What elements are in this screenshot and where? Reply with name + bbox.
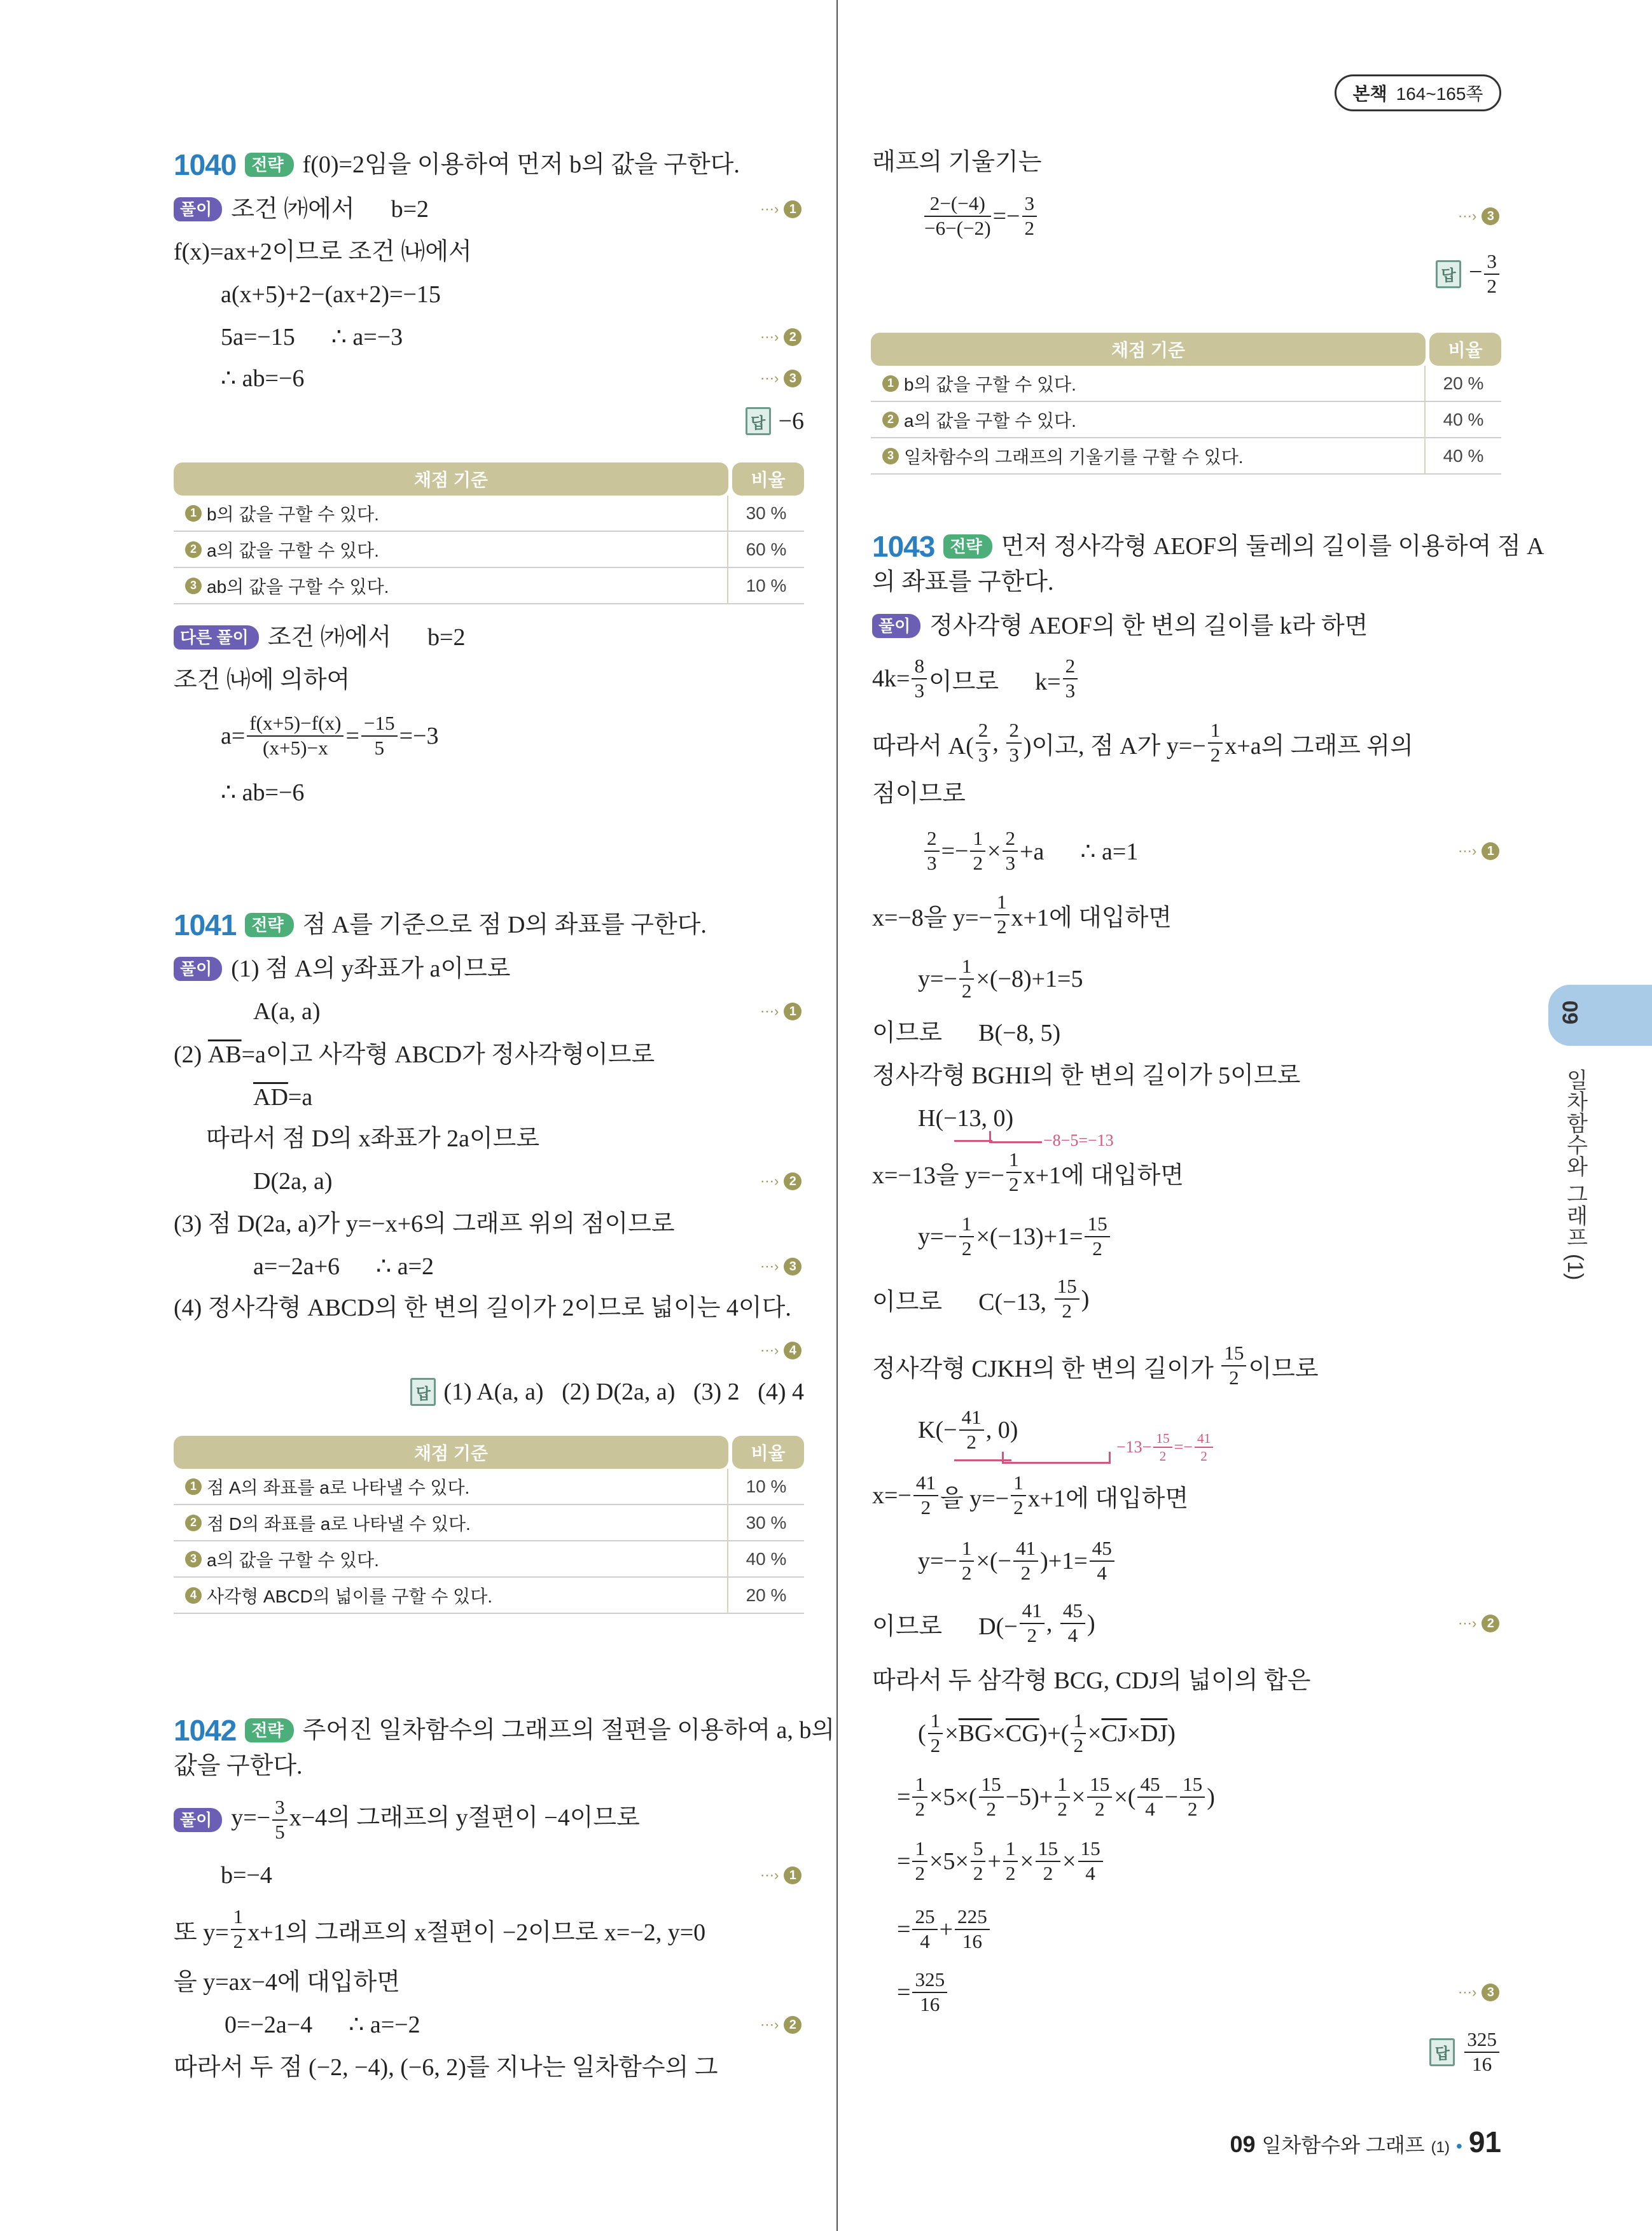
fraction: $\frac{325}{16}$: [1464, 2029, 1499, 2075]
table-row: [871, 438, 1501, 475]
arrow-icon: ⋯›: [760, 201, 779, 217]
step-number: 2: [784, 328, 802, 346]
fraction: 2 3: [1063, 656, 1078, 701]
arrow-icon: ⋯›: [760, 1258, 779, 1274]
step-number: 3: [1482, 207, 1499, 225]
solution-line: 4k= 8 3 이므로 k= 2 3: [872, 647, 1079, 711]
arrow-icon: ⋯›: [760, 2017, 779, 2033]
fraction: 225 16: [955, 1907, 990, 1952]
solution-line: x=− 41 2 을 y=− 1 2 x+1에 대입하면: [872, 1471, 1189, 1519]
solution-text: (1) 점 A의 y좌표가 a이므로: [231, 956, 511, 982]
answer: [410, 1378, 804, 1406]
answer-icon: 답: [410, 1378, 436, 1406]
annotation-connector: [1002, 1452, 1111, 1464]
strategy-text-continued: 값을 구한다.: [174, 1753, 303, 1779]
solution-text: 정사각형 AEOF의 한 변의 길이를 k라 하면: [929, 613, 1368, 639]
answer-value: [1462, 2029, 1501, 2075]
column-divider: [836, 0, 838, 2231]
ratio: 30 %: [746, 503, 787, 523]
solution-line: 따라서 두 삼각형 BCG, CDJ의 넓이의 합은: [872, 1667, 1311, 1694]
table-row: [174, 532, 804, 568]
solution-line: [174, 1788, 640, 1852]
annotation-text: −8−5=−13: [1043, 1131, 1114, 1150]
fraction: 41 2: [913, 1473, 938, 1518]
ratio: 20 %: [746, 1585, 787, 1605]
solution-line: A(a, a): [253, 998, 321, 1025]
criteria-text: 사각형 ABCD의 넓이를 구할 수 있다.: [207, 1586, 493, 1606]
solution-line: [872, 607, 1368, 645]
arrow-icon: ⋯›: [760, 1867, 779, 1883]
solution-badge: 풀이: [174, 957, 222, 981]
step-number: 3: [1482, 1984, 1499, 2001]
table-row: [174, 1469, 804, 1505]
ratio: 10 %: [746, 1476, 787, 1496]
fraction: 8 3: [912, 656, 927, 701]
step-number: 3: [882, 448, 899, 464]
fraction: 1 2: [912, 1774, 927, 1819]
fraction: 15 2: [1055, 1276, 1079, 1321]
solution-line: = 1 2 ×5×( 15 2 −5)+ 1 2 × 15 2 ×( 45 4 − 15 2 ): [897, 1773, 1215, 1820]
step-number: 4: [185, 1587, 202, 1604]
solution-line: 따라서 A( 2 3 , 2 3 )이고, 점 A가 y=− 1 2 x+a의 그래프 위의: [872, 719, 1413, 766]
solution-line: K(− 41 2 , 0): [918, 1406, 1018, 1453]
table-header-ratio: 비율: [732, 462, 804, 496]
fraction: 1 2: [1071, 1711, 1086, 1756]
problem-1042-header: [174, 1711, 835, 1749]
solution-line: 또 y= 1 2 x+1의 그래프의 x절편이 −2이므로 x=−2, y=0: [174, 1905, 706, 1952]
solution-line: [174, 950, 511, 988]
step-number: 2: [784, 2016, 802, 2034]
footer-title: 일차함수와 그래프: [1261, 2134, 1425, 2157]
criteria-text: 점 D의 좌표를 a로 나타낼 수 있다.: [207, 1513, 471, 1534]
table-row: [871, 402, 1501, 438]
problem-1041-header: [174, 906, 707, 944]
solution-line: a(x+5)+2−(ax+2)=−15: [221, 281, 441, 308]
solution-line: (3) 점 D(2a, a)가 y=−x+6의 그래프 위의 점이므로: [174, 1211, 675, 1237]
step-number: 1: [185, 1478, 202, 1495]
answer-value: − $\frac{3}{2}$: [1469, 251, 1501, 296]
solution-line: (2) $\overline{AB}$ =a이고 사각형 ABCD가 정사각형이므로: [174, 1036, 655, 1074]
table-header-ratio: 비율: [732, 1436, 804, 1469]
fraction: 325 16: [912, 1970, 947, 2015]
answer-value: (1) A(a, a) (2) D(2a, a) (3) 2 (4) 4: [443, 1379, 804, 1405]
fraction: 1 2: [928, 1711, 943, 1756]
alt-solution-badge: 다른 풀이: [174, 625, 259, 650]
page-range: 164~165쪽: [1396, 84, 1483, 104]
table-row: [174, 1505, 804, 1541]
fraction: 3 2: [1022, 193, 1038, 239]
footer-part: (1): [1431, 2139, 1450, 2156]
table-row: [174, 568, 804, 604]
fraction: 1 2: [1006, 1150, 1022, 1195]
strategy-text-continued: 의 좌표를 구한다.: [872, 569, 1054, 595]
step-number: 1: [185, 505, 202, 522]
chapter-tab-title: 일차함수와 그래프 (1): [1563, 1069, 1587, 1281]
segment: $\overline{DJ}$: [1141, 1720, 1168, 1747]
criteria-text: a의 값을 구할 수 있다.: [207, 1550, 379, 1570]
solution-line: 5a=−15 ∴ a=−3: [221, 324, 403, 351]
solution-line: 0=−2a−4 ∴ a=−2: [225, 2012, 420, 2038]
table-header-criteria: 채점 기준: [871, 333, 1426, 366]
solution-line: y=− 1 2 ×(−13)+1= 15 2: [918, 1205, 1112, 1268]
fraction: 1 2: [1011, 1473, 1026, 1518]
arrow-icon: ⋯›: [760, 329, 779, 345]
criteria-text: 일차함수의 그래프의 기울기를 구할 수 있다.: [904, 447, 1244, 467]
step-number: 2: [185, 1515, 202, 1531]
solution-badge: 풀이: [872, 614, 920, 638]
segment: $\overline{CG}$: [1005, 1720, 1039, 1747]
footer-separator: •: [1456, 2136, 1462, 2156]
solution-line: ∴ ab=−6: [221, 779, 305, 806]
fraction: 15 4: [1078, 1838, 1103, 1884]
step-number: 1: [1482, 842, 1499, 860]
step-marker: [1458, 842, 1499, 860]
solution-line: x=−13을 y=− 1 2 x+1에 대입하면: [872, 1148, 1184, 1195]
strategy-badge: 전략: [245, 1718, 293, 1742]
criteria-text: ab의 값을 구할 수 있다.: [207, 576, 389, 597]
strategy-text: f(0)=2임을 이용하여 먼저 b의 값을 구한다.: [302, 151, 740, 178]
solution-line: (4) 정사각형 ABCD의 한 변의 길이가 2이므로 넓이는 4이다.: [174, 1295, 791, 1321]
solution-line: D(2a, a): [253, 1168, 333, 1195]
fraction: 15 2: [1180, 1774, 1205, 1819]
criteria-text: 점 A의 좌표를 a로 나타낼 수 있다.: [207, 1477, 470, 1498]
solution-line: x=−8을 y=− 1 2 x+1에 대입하면: [872, 891, 1172, 938]
solution-line: 점이므로: [872, 781, 966, 807]
solution-line: = 1 2 ×5× 5 2 + 1 2 × 15 2 × 15 4: [897, 1830, 1105, 1893]
solution-line: 2−(−4) −6−(−2) =− 3 2: [922, 184, 1039, 248]
criteria-text: a의 값을 구할 수 있다.: [207, 540, 379, 560]
fraction: 2 3: [976, 720, 991, 765]
book-label: 본책: [1352, 84, 1387, 104]
fraction: 41 2: [1013, 1538, 1038, 1583]
fraction: 1 2: [959, 1214, 975, 1259]
answer-icon: 답: [1436, 260, 1461, 288]
fraction: −15 5: [361, 713, 398, 758]
fraction: 15 2: [1087, 1774, 1112, 1819]
footer-chapter: 09: [1230, 2131, 1256, 2157]
solution-badge: 풀이: [174, 1808, 222, 1832]
criteria-text: a의 값을 구할 수 있다.: [904, 410, 1076, 431]
step-marker: [1458, 1615, 1499, 1632]
step-number: 3: [185, 578, 202, 594]
solution-line: 정사각형 CJKH의 한 변의 길이가 15 2 이므로: [872, 1342, 1319, 1389]
table-header-criteria: 채점 기준: [174, 1436, 728, 1469]
fraction: 41 2: [959, 1407, 984, 1452]
fraction: 2 3: [1006, 720, 1022, 765]
problem-number: 1040: [174, 148, 237, 181]
step-marker: [760, 200, 802, 218]
solution-line: a= f(x+5)−f(x) (x+5)−x = −15 5 =−3: [221, 712, 439, 759]
fraction: 15 2: [1221, 1343, 1246, 1388]
criteria-text: b의 값을 구할 수 있다.: [904, 374, 1076, 394]
segment: $\overline{AD}$: [253, 1084, 288, 1111]
fraction: 15 2: [979, 1774, 1004, 1819]
arrow-icon: ⋯›: [760, 1003, 779, 1019]
solution-line: 이므로 C(−13, 15 2 ): [872, 1275, 1090, 1322]
fraction: 41 2: [1195, 1431, 1213, 1464]
step-number: 2: [882, 412, 899, 428]
segment: $\overline{AB}$: [207, 1041, 242, 1068]
problem-number: 1041: [174, 908, 237, 942]
table-header-ratio: 비율: [1429, 333, 1501, 366]
fraction: $\frac{3}{2}$: [1484, 251, 1499, 296]
arrow-icon: ⋯›: [760, 370, 779, 386]
ratio: 40 %: [1443, 445, 1484, 466]
fraction: 1 2: [994, 892, 1010, 937]
arrow-icon: ⋯›: [1458, 208, 1477, 224]
step-number: 1: [784, 1003, 802, 1020]
strategy-badge: 전략: [245, 913, 293, 937]
answer-icon: 답: [1429, 2038, 1455, 2066]
step-marker: [760, 1258, 802, 1275]
solution-text: 조건 ㈎에서 b=2: [267, 624, 466, 651]
answer-value: −6: [778, 408, 804, 434]
fraction: 2−(−4) −6−(−2): [924, 192, 991, 239]
fraction: 15 2: [1036, 1838, 1060, 1884]
answer: [1429, 2029, 1501, 2075]
fraction: 2 3: [924, 828, 940, 873]
table-row: [174, 1541, 804, 1578]
table-row: [174, 496, 804, 532]
ratio: 10 %: [746, 575, 787, 595]
solution-line: b=−4: [221, 1862, 272, 1889]
step-number: 4: [784, 1342, 802, 1359]
step-marker: [760, 1172, 802, 1190]
solution-line: 이므로 D(− 41 2 , 45 4 ): [872, 1599, 1095, 1646]
step-number: 3: [784, 1258, 802, 1275]
problem-number: 1042: [174, 1714, 237, 1747]
fraction: f(x+5)−f(x) (x+5)−x: [247, 713, 344, 758]
fraction: 1 2: [1003, 1838, 1018, 1884]
scoring-table: [174, 1436, 804, 1614]
step-number: 1: [784, 200, 802, 218]
step-marker: [1458, 207, 1499, 225]
fraction: 45 4: [1060, 1601, 1085, 1646]
solution-line: y=− 1 2 ×(−8)+1=5: [918, 955, 1083, 1002]
fraction: 1 2: [231, 1907, 246, 1952]
scoring-table: [871, 333, 1501, 475]
solution-line: 이므로 B(−8, 5): [872, 1020, 1061, 1046]
fraction: 45 4: [1090, 1538, 1114, 1583]
arrow-icon: ⋯›: [1458, 843, 1477, 859]
table-row: [174, 1578, 804, 1614]
solution-line: 정사각형 BGHI의 한 변의 길이가 5이므로: [872, 1062, 1301, 1089]
solution-line: $\overline{AD}$ =a: [253, 1078, 312, 1116]
solution-line: H(−13, 0): [918, 1105, 1014, 1132]
step-marker: [760, 370, 802, 387]
fraction: 25 4: [912, 1907, 937, 1952]
answer: [1436, 251, 1501, 296]
arrow-icon: ⋯›: [760, 1173, 779, 1189]
annotation-text: −13− 15 2 =− 41 2: [1116, 1431, 1215, 1464]
solution-line: 따라서 두 점 (−2, −4), (−6, 2)를 지나는 일차함수의 그: [174, 2054, 718, 2081]
fraction: 1 2: [959, 1538, 975, 1583]
solution-line: = 325 16: [897, 1961, 949, 2024]
page-number: 91: [1468, 2125, 1501, 2158]
solution-line: 조건 ㈏에 의하여: [174, 667, 351, 693]
ratio: 30 %: [746, 1512, 787, 1533]
step-number: 2: [1482, 1615, 1499, 1632]
fraction: 1 2: [1208, 720, 1223, 765]
fraction: 1 2: [912, 1838, 927, 1884]
fraction: 15 2: [1153, 1431, 1172, 1464]
criteria-text: b의 값을 구할 수 있다.: [207, 504, 379, 524]
step-number: 2: [784, 1172, 802, 1190]
solution-line: a=−2a+6 ∴ a=2: [253, 1253, 434, 1280]
solution-line: [174, 190, 429, 228]
strategy-badge: 전략: [245, 153, 293, 177]
fraction: 45 4: [1137, 1774, 1162, 1819]
step-number: 3: [185, 1551, 202, 1567]
arrow-icon: ⋯›: [1458, 1615, 1477, 1631]
chapter-tab-number: 09: [1557, 1000, 1582, 1025]
answer-icon: 답: [746, 407, 771, 435]
solution-text: y=− $\frac{3}{5}$ x−4의 그래프의 y절편이 −4이므로: [231, 1796, 640, 1843]
strategy-text: 먼저 정사각형 AEOF의 둘레의 길이를 이용하여 점 A: [1001, 533, 1544, 560]
scoring-table: [174, 462, 804, 604]
fraction: 1 2: [970, 828, 985, 873]
step-marker: [760, 328, 802, 346]
solution-badge: 풀이: [174, 197, 222, 221]
segment: $\overline{BG}$: [958, 1720, 992, 1747]
step-marker: [760, 1866, 802, 1884]
arrow-icon: ⋯›: [760, 1342, 779, 1358]
fraction: 1 2: [959, 956, 975, 1001]
solution-line: 을 y=ax−4에 대입하면: [174, 1969, 400, 1996]
ratio: 40 %: [1443, 409, 1484, 429]
problem-1043-header: [872, 527, 1544, 566]
solution-line: 따라서 점 D의 x좌표가 2a이므로: [206, 1125, 540, 1152]
solution-line: ( 1 2 × $\overline{BG}$ × $\overline{CG}$ )+( 1 2 × $\overline{CJ}$ × $\overline{DJ}$ ): [918, 1709, 1176, 1756]
arrow-icon: ⋯›: [1458, 1984, 1477, 2000]
step-number: 2: [185, 541, 202, 558]
fraction: 41 2: [1020, 1601, 1045, 1646]
problem-1040-header: [174, 146, 740, 184]
fraction: 2 3: [1003, 828, 1018, 873]
main-book-page-reference: [1335, 74, 1501, 111]
step-marker: [760, 1342, 802, 1359]
ratio: 20 %: [1443, 373, 1484, 393]
problem-number: 1043: [872, 530, 935, 563]
table-row: [871, 366, 1501, 402]
solution-line: 2 3 =− 1 2 × 2 3 +a ∴ a=1: [922, 819, 1138, 883]
step-marker: [760, 2016, 802, 2034]
ratio: 60 %: [746, 539, 787, 559]
ratio: 40 %: [746, 1548, 787, 1569]
solution-line: = 25 4 + 225 16: [897, 1898, 992, 1961]
fraction: 1 2: [1055, 1774, 1070, 1819]
strategy-text: 주어진 일차함수의 그래프의 절편을 이용하여 a, b의: [302, 1717, 835, 1744]
page-footer: [1230, 2125, 1501, 2159]
table-header-criteria: 채점 기준: [174, 462, 728, 496]
step-number: 1: [882, 375, 899, 392]
fraction: $\frac{3}{5}$: [272, 1797, 288, 1842]
solution-line: y=− 1 2 ×(− 41 2 )+1= 45 4: [918, 1529, 1116, 1593]
strategy-text: 점 A를 기준으로 점 D의 좌표를 구한다.: [302, 912, 707, 938]
step-number: 1: [784, 1866, 802, 1884]
step-number: 3: [784, 370, 802, 387]
strategy-badge: 전략: [943, 534, 992, 559]
segment: $\overline{CJ}$: [1101, 1720, 1127, 1747]
solution-line: 래프의 기울기는: [872, 149, 1042, 176]
solution-line: f(x)=ax+2이므로 조건 ㈏에서: [174, 239, 472, 265]
alt-solution-line: [174, 618, 465, 657]
fraction: 15 2: [1085, 1214, 1109, 1259]
solution-line: ∴ ab=−6: [221, 365, 305, 392]
step-marker: [760, 1003, 802, 1020]
fraction: 5 2: [971, 1838, 986, 1884]
step-marker: [1458, 1984, 1499, 2001]
answer: [746, 407, 804, 435]
solution-text: 조건 ㈎에서 b=2: [231, 196, 429, 223]
